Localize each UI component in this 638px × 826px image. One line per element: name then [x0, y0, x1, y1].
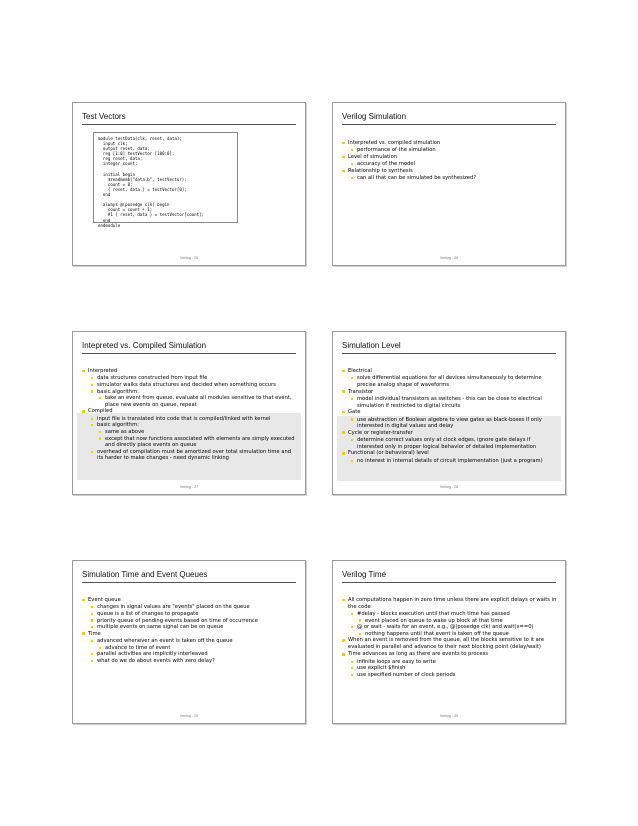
code-line: reg reset, data; — [98, 156, 143, 162]
bullet-item — [342, 611, 558, 618]
bullet-item — [82, 436, 298, 449]
bullet-text: Transistor — [348, 388, 374, 395]
code-line: always @(posedge clk) begin — [98, 202, 170, 208]
code-line: end — [98, 217, 111, 223]
bullet-square-icon — [351, 460, 353, 462]
slide-footer: Verilog - 29 — [179, 714, 199, 718]
bullet-square-icon — [342, 390, 345, 393]
code-line: integer count; — [98, 161, 138, 167]
slide-interpreted-vs-compiled — [72, 331, 306, 495]
title-divider — [82, 353, 296, 354]
bullet-square-icon — [91, 390, 93, 392]
bullet-square-icon — [99, 437, 101, 439]
bullet-text: Event queue — [88, 597, 121, 603]
code-line: input clk; — [98, 141, 128, 147]
slide-body — [82, 368, 298, 462]
bullet-item — [342, 450, 558, 457]
bullet-item — [342, 147, 558, 154]
bullet-item — [342, 597, 558, 610]
bullet-text: use explicit $finish — [357, 665, 406, 672]
bullet-item — [82, 375, 298, 382]
bullet-square-icon — [91, 653, 93, 655]
bullet-text: Relationship to synthesis — [348, 167, 413, 174]
slide-footer: Verilog - 25 — [179, 256, 199, 260]
bullet-square-icon — [82, 410, 85, 413]
slide-title: Verilog Time — [342, 570, 387, 579]
bullet-text: event placed on queue to wake up block at that time — [365, 617, 503, 624]
bullet-text: Interpreted vs. compiled simulation — [348, 140, 441, 146]
bullet-item — [342, 437, 558, 450]
bullet-text: Gate — [348, 409, 361, 416]
code-line: output reset, data; — [98, 146, 150, 152]
bullet-item — [82, 422, 298, 429]
bullet-square-icon — [91, 418, 93, 420]
bullet-text: can all that can be simulated be synthesized? — [357, 175, 477, 182]
bullet-square-icon — [342, 142, 345, 145]
bullet-item — [342, 637, 558, 650]
bullet-item — [342, 430, 558, 437]
bullet-square-icon — [91, 660, 93, 662]
bullet-text: model individual transistors as switches - this can be close to electrical simulation if restricted to digital circuits — [357, 395, 542, 409]
bullet-list — [82, 368, 298, 462]
bullet-square-icon — [342, 370, 345, 373]
bullet-item — [82, 368, 298, 375]
bullet-text: queue is a list of changes to propagate — [97, 610, 199, 617]
slide-title: Intepreted vs. Compiled Simulation — [82, 341, 207, 350]
bullet-text: Time — [88, 630, 101, 637]
slide-body — [342, 368, 558, 464]
title-divider — [342, 124, 556, 125]
slide-simulation-time — [72, 560, 306, 724]
bullet-text: advance to time of event — [105, 644, 171, 651]
bullet-square-icon — [99, 431, 101, 433]
bullet-text: same as above — [105, 428, 145, 435]
bullet-text: Functional (or behavioral) level — [348, 450, 429, 457]
code-line: { reset, data } = testVector[0]; — [98, 186, 187, 192]
bullet-list — [342, 597, 558, 679]
code-line: count = count + 1; — [98, 207, 153, 213]
bullet-text: simulator walks data structures and decided when something occurs — [97, 381, 276, 388]
bullet-item — [342, 396, 558, 409]
bullet-item — [82, 651, 298, 658]
bullet-square-icon — [351, 613, 353, 615]
slide-verilog-time — [332, 560, 566, 724]
slide-footer: Verilog - 28 — [439, 485, 459, 489]
bullet-item — [342, 389, 558, 396]
code-line: initial begin — [98, 171, 135, 177]
bullet-text: take an event from queue, evaluate all modules sensitive to that event, place new events on queue, repeat — [105, 395, 292, 408]
slide-title: Verilog Simulation — [342, 112, 407, 121]
bullet-item — [82, 408, 298, 415]
title-divider — [342, 353, 556, 354]
bullet-list — [82, 597, 298, 665]
title-divider — [82, 582, 296, 583]
bullet-square-icon — [351, 439, 353, 441]
bullet-text: #delay - blocks execution until that much time has passed — [357, 610, 510, 617]
bullet-text: data structures constructed from input file — [97, 375, 208, 382]
bullet-item — [342, 417, 558, 430]
bullet-square-icon — [82, 370, 85, 373]
bullet-text: use abstraction of Boolean algebra to view gates as black-boxes if only interested in digital values and delay — [357, 416, 542, 430]
bullet-text: use specified number of clock periods — [357, 671, 456, 678]
bullet-square-icon — [91, 640, 93, 642]
slide-title: Test Vectors — [82, 112, 126, 121]
bullet-list — [342, 140, 558, 182]
bullet-text: no interest in internal details of circuit implementation (just a program) — [357, 457, 543, 464]
title-divider — [342, 582, 556, 583]
bullet-square-icon — [91, 606, 93, 608]
bullet-item — [342, 161, 558, 168]
bullet-item — [342, 168, 558, 175]
bullet-square-icon — [91, 424, 93, 426]
bullet-item — [82, 597, 298, 604]
bullet-square-icon — [342, 653, 345, 656]
bullet-item — [82, 449, 298, 462]
bullet-text: except that now functions associated with elements are simply executed and directly place events on queue — [105, 435, 295, 449]
bullet-item — [82, 611, 298, 618]
bullet-item — [82, 416, 298, 423]
code-block — [93, 132, 238, 228]
bullet-square-icon — [91, 619, 93, 621]
bullet-square-icon — [351, 149, 353, 151]
slide-title: Simulation Time and Event Queues — [82, 570, 208, 579]
bullet-square-icon — [91, 451, 93, 453]
bullet-text: changes in signal values are "events" placed on the queue — [97, 604, 250, 611]
code-line: reg [1:0] testVector [100:0]; — [98, 151, 175, 157]
code-line: end — [98, 192, 111, 198]
bullet-square-icon — [342, 170, 345, 173]
bullet-text: @ or wait - waits for an event, e.g., @(posedge clk) and wait(x==0) — [357, 624, 534, 631]
bullet-item — [82, 429, 298, 436]
bullet-item — [342, 175, 558, 182]
bullet-text: basic algorithm: — [97, 422, 139, 429]
slide-body — [82, 597, 298, 665]
bullet-item — [82, 389, 298, 396]
bullet-item — [342, 672, 558, 679]
slide-title: Simulation Level — [342, 341, 401, 350]
bullet-item — [82, 645, 298, 652]
bullet-item — [342, 458, 558, 465]
bullet-square-icon — [342, 639, 345, 642]
bullet-text: determine correct values only at clock edges, ignore gate delays if interested only in proper logical behavior of detailed implementation — [357, 437, 537, 450]
bullet-square-icon — [351, 661, 353, 663]
bullet-text: nothing happens until that event is taken off the queue — [365, 630, 509, 637]
bullet-square-icon — [351, 674, 353, 676]
bullet-list — [342, 368, 558, 464]
bullet-text: When an event is removed from the queue, all the blocks sensitive to it are evaluated in parallel and advance to their next blocking point (delay/wait) — [348, 637, 545, 650]
bullet-text: what do we do about events with zero delay? — [97, 657, 215, 664]
bullet-square-icon — [351, 418, 353, 420]
bullet-text: input file is translated into code that is compiled/linked with kernel — [97, 415, 271, 422]
bullet-item — [342, 631, 558, 638]
bullet-text: Interpreted — [88, 368, 118, 374]
code-line: #1 { reset, data } = testVector[count]; — [98, 212, 204, 218]
bullet-item — [82, 395, 298, 408]
bullet-square-icon — [342, 156, 345, 159]
bullet-square-icon — [91, 377, 93, 379]
bullet-item — [342, 651, 558, 658]
bullet-item — [342, 665, 558, 672]
slide-footer: Verilog - 27 — [179, 485, 199, 489]
bullet-text: Time advances as long as there are events to process — [348, 651, 488, 658]
slide-footer: Verilog - 30 — [439, 714, 459, 718]
slide-footer: Verilog - 26 — [439, 256, 459, 260]
bullet-text: priority queue of pending events based on time of occurrence — [97, 617, 258, 624]
bullet-item — [342, 140, 558, 147]
bullet-square-icon — [359, 633, 361, 635]
bullet-text: All computations happen in zero time unless there are explicit delays or waits in the code — [348, 597, 557, 610]
bullet-text: advanced whenever an event is taken off the queue — [97, 638, 233, 645]
bullet-text: basic algorithm: — [97, 388, 139, 395]
slide-test-vectors — [72, 102, 306, 266]
bullet-text: Electrical — [348, 368, 372, 374]
bullet-item — [82, 658, 298, 665]
code-line: module testData(clk, reset, data); — [98, 136, 182, 141]
bullet-text: performance of the simulation — [357, 147, 436, 154]
bullet-square-icon — [91, 384, 93, 386]
code-line: endmodule — [98, 222, 121, 228]
bullet-square-icon — [82, 599, 85, 602]
slide-verilog-simulation — [332, 102, 566, 266]
bullet-text: infinite loops are easy to write — [357, 658, 436, 665]
bullet-item — [82, 638, 298, 645]
bullet-text: Compiled — [88, 408, 113, 415]
bullet-square-icon — [99, 397, 101, 399]
bullet-square-icon — [351, 626, 353, 628]
bullet-square-icon — [91, 626, 93, 628]
bullet-square-icon — [351, 667, 353, 669]
bullet-item — [82, 624, 298, 631]
title-divider — [82, 124, 296, 125]
bullet-item — [82, 604, 298, 611]
slide-body — [342, 597, 558, 679]
code-line: count = 0; — [98, 181, 133, 187]
bullet-item — [342, 409, 558, 416]
bullet-square-icon — [342, 411, 345, 414]
bullet-square-icon — [342, 452, 345, 455]
bullet-square-icon — [342, 431, 345, 434]
slide-simulation-level — [332, 331, 566, 495]
bullet-item — [342, 618, 558, 625]
bullet-square-icon — [351, 398, 353, 400]
bullet-square-icon — [351, 377, 353, 379]
bullet-square-icon — [359, 619, 361, 621]
slide-body — [342, 140, 558, 182]
bullet-item — [82, 631, 298, 638]
bullet-square-icon — [351, 163, 353, 165]
bullet-square-icon — [82, 632, 85, 635]
bullet-text: overhead of compilation must be amortized over total simulation time and its harder to make changes - need dynamic linking — [97, 448, 292, 462]
bullet-item — [342, 624, 558, 631]
bullet-text: Level of simulation — [348, 153, 398, 160]
bullet-text: accuracy of the model — [357, 161, 416, 168]
code-line: $readmemb("data.b", testVector); — [98, 176, 187, 182]
bullet-item — [82, 382, 298, 389]
bullet-text: multiple events on same signal can be on queue — [97, 624, 224, 631]
bullet-text: solve differential equations for all devices simultaneously to determine precise analog shape of waveforms — [357, 375, 542, 388]
bullet-text: Cycle or register-transfer — [348, 429, 413, 436]
bullet-square-icon — [342, 599, 345, 602]
bullet-item — [342, 375, 558, 388]
bullet-item — [342, 659, 558, 666]
bullet-square-icon — [351, 177, 353, 179]
bullet-square-icon — [99, 647, 101, 649]
bullet-item — [82, 618, 298, 625]
bullet-item — [342, 154, 558, 161]
bullet-item — [342, 368, 558, 375]
bullet-square-icon — [91, 613, 93, 615]
bullet-text: parallel activities are implicitly interleaved — [97, 651, 208, 658]
